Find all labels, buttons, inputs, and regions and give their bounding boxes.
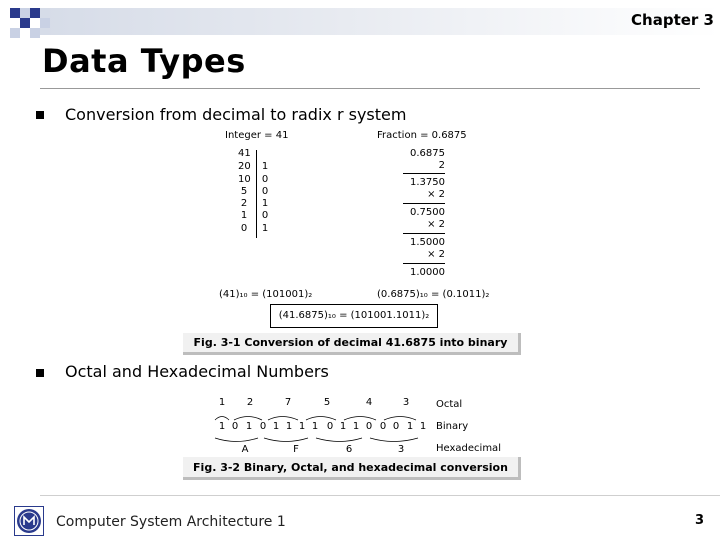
hex-digit: A bbox=[241, 444, 249, 455]
deco-square bbox=[10, 8, 20, 18]
binary-digit: 0 bbox=[259, 421, 267, 432]
university-logo-icon bbox=[14, 506, 44, 536]
quotient: 2 bbox=[240, 198, 248, 209]
bullet-text-conversion: Conversion from decimal to radix r system bbox=[65, 105, 407, 124]
octal-bracket bbox=[306, 417, 336, 421]
binary-digit: 0 bbox=[379, 421, 387, 432]
fraction-value: 0.6875 bbox=[410, 148, 445, 159]
fraction-multiplier: × 2 bbox=[427, 219, 445, 230]
deco-square bbox=[30, 8, 40, 18]
octal-bracket bbox=[234, 417, 262, 421]
binary-digit: 0 bbox=[392, 421, 400, 432]
octal-bracket bbox=[268, 417, 298, 421]
deco-square bbox=[40, 18, 50, 28]
binary-digit: 0 bbox=[365, 421, 373, 432]
binary-digit: 0 bbox=[326, 421, 334, 432]
page-number: 3 bbox=[694, 513, 704, 528]
combined-result: (41.6875)₁₀ = (101001.1011)₂ bbox=[270, 304, 438, 328]
fraction-multiplier: × 2 bbox=[427, 189, 445, 200]
binary-digit: 1 bbox=[352, 421, 360, 432]
binary-digit: 1 bbox=[285, 421, 293, 432]
binary-digit: 1 bbox=[218, 421, 226, 432]
bullet-text-octal-hex: Octal and Hexadecimal Numbers bbox=[65, 362, 329, 381]
hex-bracket bbox=[316, 438, 362, 442]
binary-digit: 1 bbox=[406, 421, 414, 432]
hex-digit: 3 bbox=[397, 444, 405, 455]
page-title: Data Types bbox=[42, 42, 246, 80]
octal-bracket bbox=[215, 417, 229, 421]
hex-bracket bbox=[370, 438, 418, 442]
hex-digit: 6 bbox=[345, 444, 353, 455]
fraction-rule bbox=[403, 203, 445, 204]
deco-square bbox=[30, 28, 40, 38]
remainder: 0 bbox=[261, 210, 269, 221]
integer-header: Integer = 41 bbox=[225, 130, 289, 141]
binary-digit: 1 bbox=[339, 421, 347, 432]
octal-digit: 1 bbox=[218, 397, 226, 408]
binary-digit: 1 bbox=[419, 421, 427, 432]
octal-digit: 2 bbox=[246, 397, 254, 408]
quotient: 0 bbox=[240, 223, 248, 234]
fraction-rule bbox=[403, 173, 445, 174]
hex-digit: F bbox=[293, 444, 299, 455]
quotient: 10 bbox=[238, 174, 251, 185]
figure1-caption: Fig. 3-1 Conversion of decimal 41.6875 into binary bbox=[183, 333, 521, 355]
binary-label: Binary bbox=[436, 421, 469, 432]
octal-bracket bbox=[344, 417, 376, 421]
octal-bracket bbox=[384, 417, 416, 421]
binary-digit: 0 bbox=[231, 421, 239, 432]
footer-course-title: Computer System Architecture 1 bbox=[56, 514, 286, 530]
hex-bracket bbox=[264, 438, 308, 442]
fraction-header: Fraction = 0.6875 bbox=[377, 130, 467, 141]
figure2-caption: Fig. 3-2 Binary, Octal, and hexadecimal conversion bbox=[183, 457, 521, 480]
bullet-marker bbox=[36, 111, 44, 119]
remainder: 1 bbox=[261, 198, 269, 209]
bullet-marker bbox=[36, 369, 44, 377]
octal-digit: 5 bbox=[323, 397, 331, 408]
fraction-rule bbox=[403, 233, 445, 234]
footer-divider bbox=[40, 495, 720, 496]
fraction-value: 1.3750 bbox=[410, 177, 445, 188]
hex-label: Hexadecimal bbox=[436, 443, 501, 454]
octal-label: Octal bbox=[436, 399, 463, 410]
deco-square bbox=[20, 18, 30, 28]
remainder: 1 bbox=[261, 223, 269, 234]
quotient: 1 bbox=[240, 210, 248, 221]
fraction-value: 1.0000 bbox=[410, 267, 445, 278]
fraction-rule bbox=[403, 263, 445, 264]
binary-digit: 1 bbox=[272, 421, 280, 432]
octal-digit: 3 bbox=[402, 397, 410, 408]
fraction-multiplier: × 2 bbox=[427, 249, 445, 260]
binary-digit: 1 bbox=[298, 421, 306, 432]
chapter-label: Chapter 3 bbox=[631, 11, 714, 29]
quotient: 5 bbox=[240, 186, 248, 197]
octal-digit: 7 bbox=[284, 397, 292, 408]
fraction-value: 1.5000 bbox=[410, 237, 445, 248]
binary-digit: 1 bbox=[245, 421, 253, 432]
hex-bracket bbox=[215, 438, 258, 442]
binary-digit: 1 bbox=[311, 421, 319, 432]
title-divider bbox=[40, 88, 700, 89]
fraction-result: (0.6875)₁₀ = (0.1011)₂ bbox=[377, 289, 490, 300]
octal-digit: 4 bbox=[365, 397, 373, 408]
fraction-multiplier: 2 bbox=[438, 160, 445, 171]
quotient: 20 bbox=[238, 161, 251, 172]
header-bar bbox=[40, 8, 720, 35]
quotient: 41 bbox=[238, 148, 251, 159]
remainder: 0 bbox=[261, 186, 269, 197]
deco-square bbox=[20, 8, 30, 18]
deco-square bbox=[10, 28, 20, 38]
integer-result: (41)₁₀ = (101001)₂ bbox=[219, 289, 313, 300]
division-line bbox=[256, 150, 257, 238]
remainder: 1 bbox=[261, 161, 269, 172]
fraction-value: 0.7500 bbox=[410, 207, 445, 218]
remainder: 0 bbox=[261, 174, 269, 185]
